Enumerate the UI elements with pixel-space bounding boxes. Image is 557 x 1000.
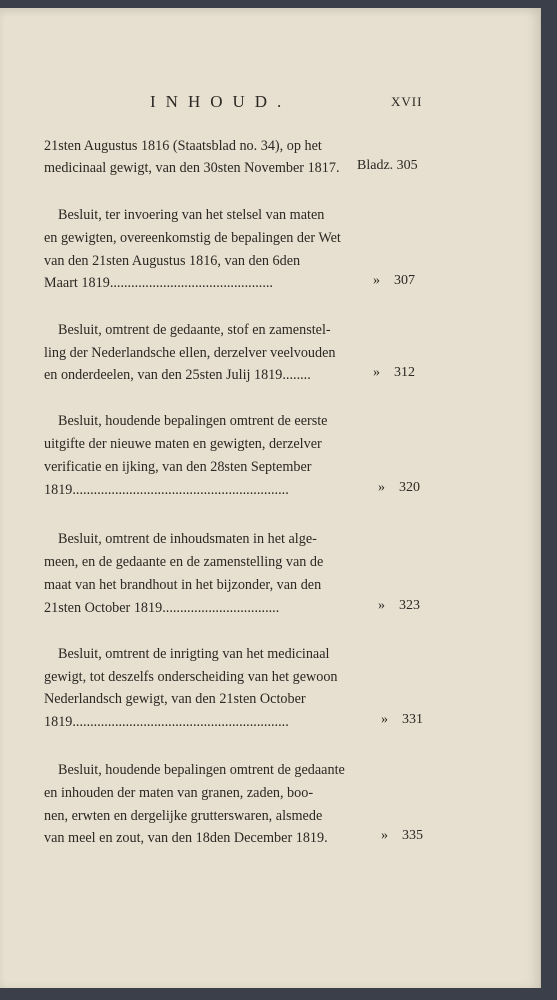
entry-line: Nederlandsch gewigt, van den 21sten October	[44, 691, 306, 707]
entry-ref	[381, 712, 423, 728]
entry-line: uitgifte der nieuwe maten en gewigten, derzelver	[44, 436, 322, 452]
entry-line: en onderdeelen, van den 25sten Julij 1819........	[44, 367, 311, 383]
entry-line: Besluit, houdende bepalingen omtrent de gedaante	[58, 762, 345, 778]
entry-line: Besluit, omtrent de inrigting van het medicinaal	[58, 646, 330, 662]
intro-line: medicinaal gewigt, van den 30sten November 1817.	[44, 160, 340, 176]
intro-ref	[357, 158, 418, 174]
entry-line: van meel en zout, van den 18den December 1819.	[44, 830, 328, 846]
ditto-mark: »	[378, 480, 385, 495]
entry-page: 331	[402, 712, 423, 727]
ditto-mark: »	[373, 365, 380, 380]
entry-line: Besluit, houdende bepalingen omtrent de eerste	[58, 413, 328, 429]
entry-line: gewigt, tot deszelfs onderscheiding van het gewoon	[44, 669, 338, 685]
entry-ref	[373, 365, 415, 381]
book-page	[0, 8, 541, 988]
entry-tail: 1819	[44, 714, 73, 730]
entry-tail: en onderdeelen, van den 25sten Julij 1819	[44, 367, 283, 383]
entry-ref	[378, 598, 420, 614]
entry-line: van den 21sten Augustus 1816, van den 6den	[44, 253, 301, 269]
entry-line: en inhouden der maten van granen, zaden, boo-	[44, 785, 314, 801]
ref-label: Bladz.	[357, 158, 394, 173]
ditto-mark: »	[378, 598, 385, 613]
entry-tail: 21sten October 1819	[44, 600, 163, 616]
entry-line: meen, en de gedaante en de zamenstelling van de	[44, 554, 324, 570]
entry-line: maat van het brandhout in het bijzonder, van den	[44, 577, 322, 593]
ditto-mark: »	[381, 712, 388, 727]
entry-tail: Maart 1819	[44, 275, 110, 291]
entry-page: 312	[394, 365, 415, 380]
entry-ref	[373, 273, 415, 289]
entry-line: 21sten October 1819.................................	[44, 600, 280, 616]
intro-line: 21sten Augustus 1816 (Staatsblad no. 34), op het	[44, 138, 322, 154]
page-heading: INHOUD.	[150, 92, 292, 111]
entry-line: ling der Nederlandsche ellen, derzelver veelvouden	[44, 345, 336, 361]
entry-page: 335	[402, 828, 423, 843]
entry-line: verificatie en ijking, van den 28sten September	[44, 459, 312, 475]
entry-page: 307	[394, 273, 415, 288]
page-number: XVII	[391, 94, 423, 109]
entry-line: Besluit, omtrent de gedaante, stof en zamenstel-	[58, 322, 331, 338]
ref-page: 305	[396, 158, 418, 173]
entry-page: 323	[399, 598, 420, 613]
ditto-mark: »	[373, 273, 380, 288]
entry-ref	[381, 828, 423, 844]
entry-line: 1819.............................................................	[44, 482, 289, 498]
entry-line: nen, erwten en dergelijke grutterswaren, alsmede	[44, 808, 323, 824]
entry-line: 1819.............................................................	[44, 714, 289, 730]
entry-line: Maart 1819..............................................	[44, 275, 273, 291]
entry-line: Besluit, ter invoering van het stelsel van maten	[58, 207, 325, 223]
entry-line: en gewigten, overeenkomstig de bepalingen der Wet	[44, 230, 341, 246]
entry-page: 320	[399, 480, 420, 495]
ditto-mark: »	[381, 828, 388, 843]
entry-tail: 1819	[44, 482, 73, 498]
entry-ref	[378, 480, 420, 496]
entry-line: Besluit, omtrent de inhoudsmaten in het alge-	[58, 531, 317, 547]
